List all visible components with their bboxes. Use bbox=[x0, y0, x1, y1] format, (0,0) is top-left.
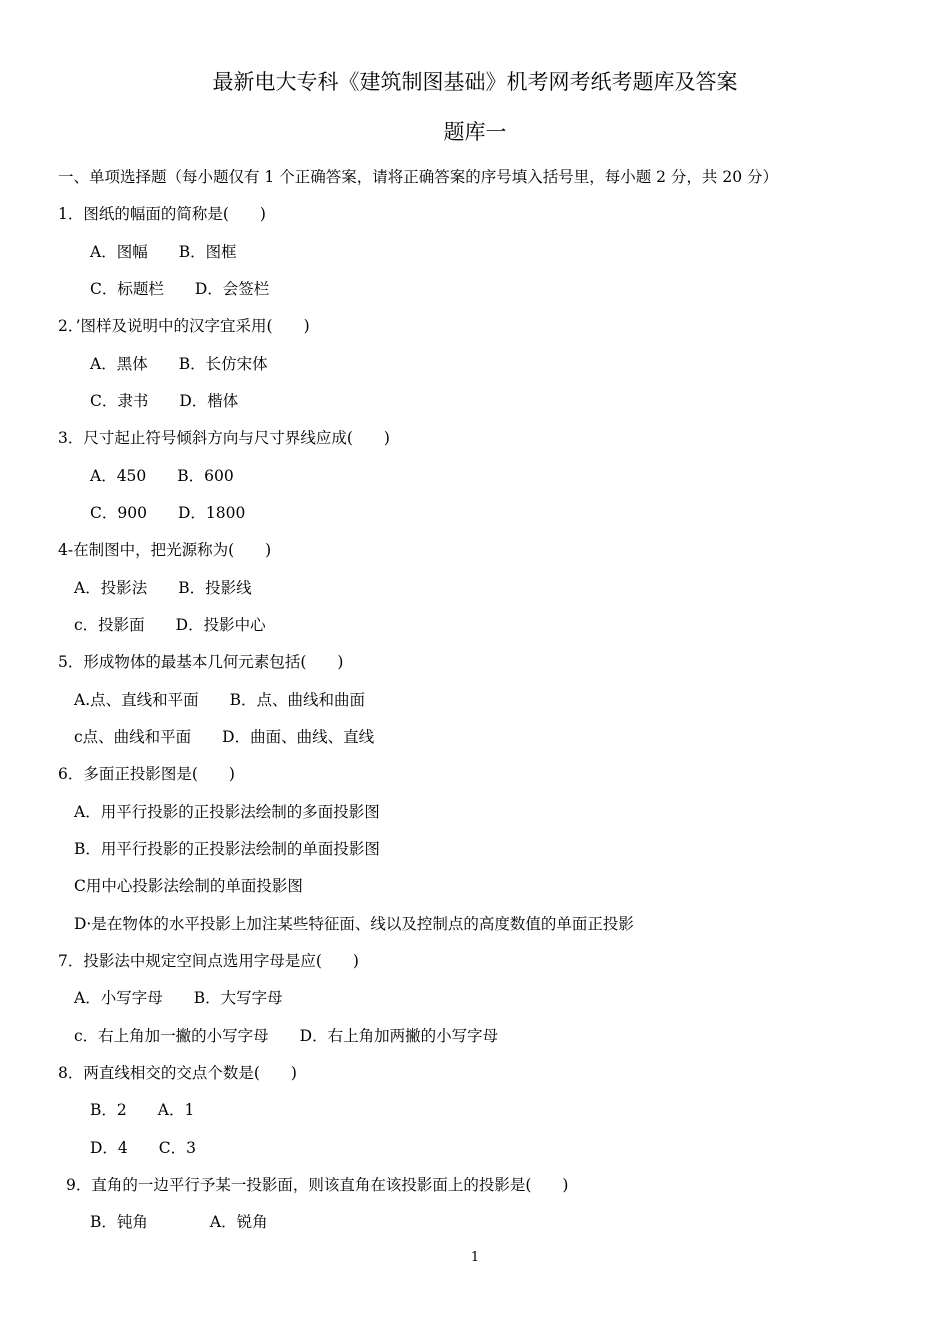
option-line: C．900 D．1800 bbox=[90, 504, 246, 522]
option-line: A.点、直线和平面 B．点、曲线和曲面 bbox=[74, 691, 366, 709]
option-line: A．用平行投影的正投影法绘制的多面投影图 bbox=[74, 803, 380, 821]
option-line: C用中心投影法绘制的单面投影图 bbox=[74, 877, 303, 895]
question-line: 7．投影法中规定空间点选用字母是应( ) bbox=[58, 952, 359, 970]
option-line: C．标题栏 D．会签栏 bbox=[90, 280, 270, 298]
question-line: 3．尺寸起止符号倾斜方向与尺寸界线应成( ) bbox=[58, 429, 390, 447]
document-subtitle: 题库一 bbox=[443, 120, 507, 144]
question-line: 2．’图样及说明中的汉字宜采用( ) bbox=[58, 317, 310, 335]
question-line: 6．多面正投影图是( ) bbox=[58, 765, 235, 783]
page-number: 1 bbox=[470, 1250, 480, 1265]
option-line: c．右上角加一撇的小写字母 D．右上角加两撇的小写字母 bbox=[74, 1027, 499, 1045]
option-line: A．黑体 B．长仿宋体 bbox=[90, 355, 268, 373]
option-line: A．450 B．600 bbox=[90, 467, 234, 485]
question-line: 4-在制图中，把光源称为( ) bbox=[58, 541, 272, 559]
option-line: D．4 C．3 bbox=[90, 1139, 197, 1157]
question-line: 9．直角的一边平行予某一投影面，则该直角在该投影面上的投影是( ) bbox=[66, 1176, 569, 1194]
option-line: A．小写字母 B．大写字母 bbox=[74, 989, 283, 1007]
option-line: C．隶书 D．楷体 bbox=[90, 392, 239, 410]
option-line: B．2 A．1 bbox=[90, 1101, 195, 1119]
document-title: 最新电大专科《建筑制图基础》机考网考纸考题库及答案 bbox=[212, 70, 738, 94]
option-line: A．图幅 B．图框 bbox=[90, 243, 237, 261]
option-line: c．投影面 D．投影中心 bbox=[74, 616, 266, 634]
option-line: c点、曲线和平面 D．曲面、曲线、直线 bbox=[74, 728, 375, 746]
option-line: B．钝角 A．锐角 bbox=[90, 1213, 268, 1231]
question-line: 8．两直线相交的交点个数是( ) bbox=[58, 1064, 297, 1082]
question-line: 5．形成物体的最基本几何元素包括( ) bbox=[58, 653, 344, 671]
question-line: 1．图纸的幅面的简称是( ) bbox=[58, 205, 266, 223]
option-line: B．用平行投影的正投影法绘制的单面投影图 bbox=[74, 840, 380, 858]
section-heading: 一、单项选择题（每小题仅有 1 个正确答案，请将正确答案的序号填入括号里，每小题 2 分，共 20 分） bbox=[58, 168, 779, 186]
option-line: D·是在物体的水平投影上加注某些特征面、线以及控制点的高度数值的单面正投影 bbox=[74, 915, 634, 933]
option-line: A．投影法 B．投影线 bbox=[74, 579, 252, 597]
